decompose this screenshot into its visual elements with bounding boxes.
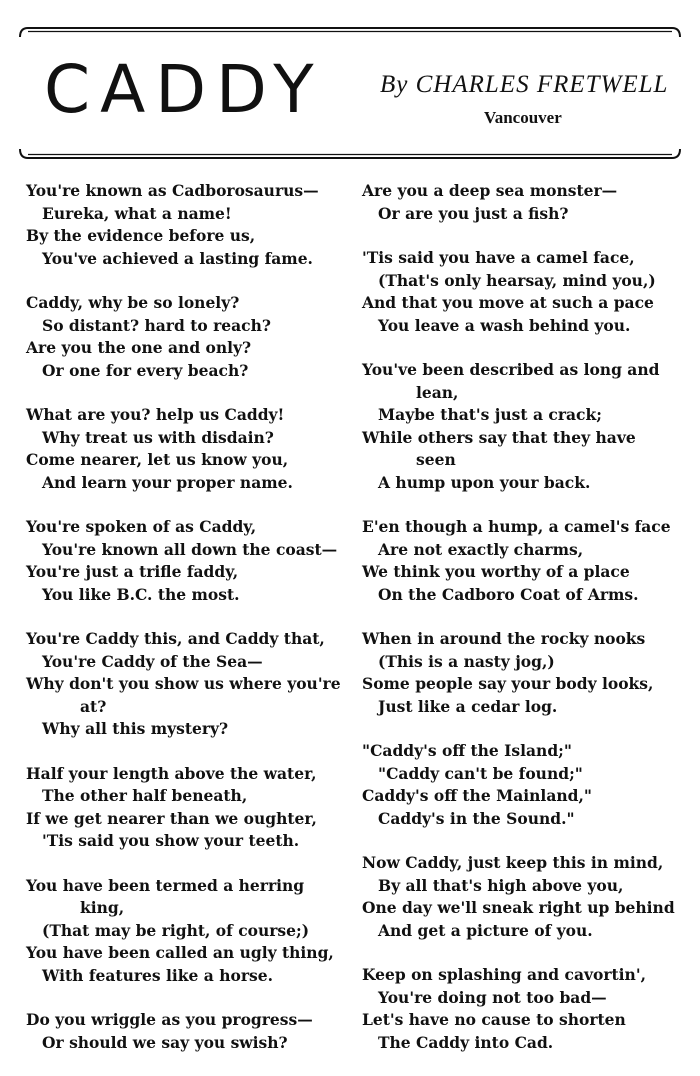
stanza [362,852,675,942]
poem-line: Let's have no cause to shorten [362,1010,626,1029]
poem-line: 'Tis said you show your teeth. [42,831,300,850]
stanza [26,763,332,853]
poem-line: (This is a nasty jog,) [378,651,555,671]
top-ornamental-rule [14,26,686,38]
poem-line: at? [80,696,107,716]
poem-line: You've been described as long and [362,360,660,379]
poem-line: Maybe that's just a crack; [378,405,602,424]
poem-line: (That's only hearsay, mind you,) [378,270,656,290]
bottom-ornamental-rule [14,148,686,160]
stanza [26,292,332,382]
poem-line: Come nearer, let us know you, [26,450,289,469]
stanza [362,359,672,494]
poem-line: So distant? hard to reach? [42,315,271,335]
poem-line: Half your length above the water, [26,763,317,783]
poem-line: You're known as Cadborosaurus— [26,181,319,200]
poem-line: And learn your proper name. [42,472,293,492]
poem-line: You're doing not too bad— [378,987,607,1007]
stanza [362,516,672,606]
poem-line: You like B.C. the most. [42,584,240,604]
poem-line: Just like a cedar log. [378,696,558,716]
stanza [26,516,338,606]
poem-line: You're known all down the coast— [42,539,338,559]
poem-line: And that you move at such a pace [362,293,654,312]
poem-line: One day we'll sneak right up behind [362,898,675,917]
poem-right-column [362,180,675,1076]
stanza [26,628,341,741]
poem-line: We think you worthy of a place [362,562,630,581]
poem-line: (That may be right, of course;) [42,920,310,940]
poem-line: By the evidence before us, [26,226,256,245]
poem-title: CADDY [44,51,324,128]
poem-line: Why don't you show us where you're [26,674,341,693]
stanza [362,628,672,718]
poem-line: The Caddy into Cad. [378,1032,554,1052]
poem-line: On the Cadboro Coat of Arms. [378,584,639,604]
poem-line: You're Caddy of the Sea— [42,651,263,671]
poem-line: You've achieved a lasting fame. [42,248,313,268]
poem-line: Are not exactly charms, [378,539,584,559]
stanza [26,404,332,494]
poem-line: Caddy, why be so lonely? [26,293,240,312]
poem-line: Keep on splashing and cavortin', [362,965,646,984]
poem-line: Are you the one and only? [26,338,252,357]
poem-line: You leave a wash behind you. [378,315,631,335]
poem-line: Or one for every beach? [42,360,249,380]
poem-left-column [26,180,341,1076]
stanza [26,1009,332,1054]
poem-line: seen [416,450,456,469]
poem-line: A hump upon your back. [378,472,591,492]
poem-line: "Caddy's off the Island;" [362,741,572,760]
poem-line: With features like a horse. [42,965,273,985]
poem-line: The other half beneath, [42,786,248,805]
poem-line: You're spoken of as Caddy, [26,517,257,536]
poem-line: You have been called an ugly thing, [26,943,334,962]
stanza [362,964,672,1054]
poem-line: You're Caddy this, and Caddy that, [26,629,325,648]
poem-line: If we get nearer than we oughter, [26,808,317,828]
poem-line: Why treat us with disdain? [42,427,274,447]
poem-line: Caddy's in the Sound." [378,808,575,828]
poem-line: Eureka, what a name! [42,203,232,223]
poem-line: Are you a deep sea monster— [362,181,618,200]
poem-line: You're just a trifle faddy, [26,562,239,581]
poem-line: While others say that they have [362,427,636,447]
poem-line: Caddy's off the Mainland," [362,786,592,805]
stanza [362,740,672,830]
poem-line: By all that's high above you, [378,875,624,895]
poem-line: 'Tis said you have a camel face, [362,248,635,267]
stanza [362,180,672,225]
stanza [26,875,332,988]
poem-line: Do you wriggle as you progress— [26,1010,313,1029]
poem-line: You have been termed a herring [26,875,305,895]
poem-line: And get a picture of you. [378,920,593,940]
poem-line: Some people say your body looks, [362,674,654,693]
stanza [362,247,672,337]
poem-line: Or are you just a fish? [378,203,569,223]
poem-line: lean, [416,382,459,402]
poem-line: Why all this mystery? [42,719,229,738]
poem-byline: By CHARLES FRETWELL [380,71,669,98]
stanza [26,180,332,270]
poem-line: Or should we say you swish? [42,1032,288,1052]
poem-line: E'en though a hump, a camel's face [362,517,671,536]
poem-line: What are you? help us Caddy! [26,405,285,424]
poem-line: Now Caddy, just keep this in mind, [362,853,664,872]
poem-line: When in around the rocky nooks [362,629,646,648]
poem-line: "Caddy can't be found;" [378,763,583,783]
poem-place: Vancouver [484,108,562,127]
poem-line: king, [80,898,125,917]
poem-header [14,26,686,172]
